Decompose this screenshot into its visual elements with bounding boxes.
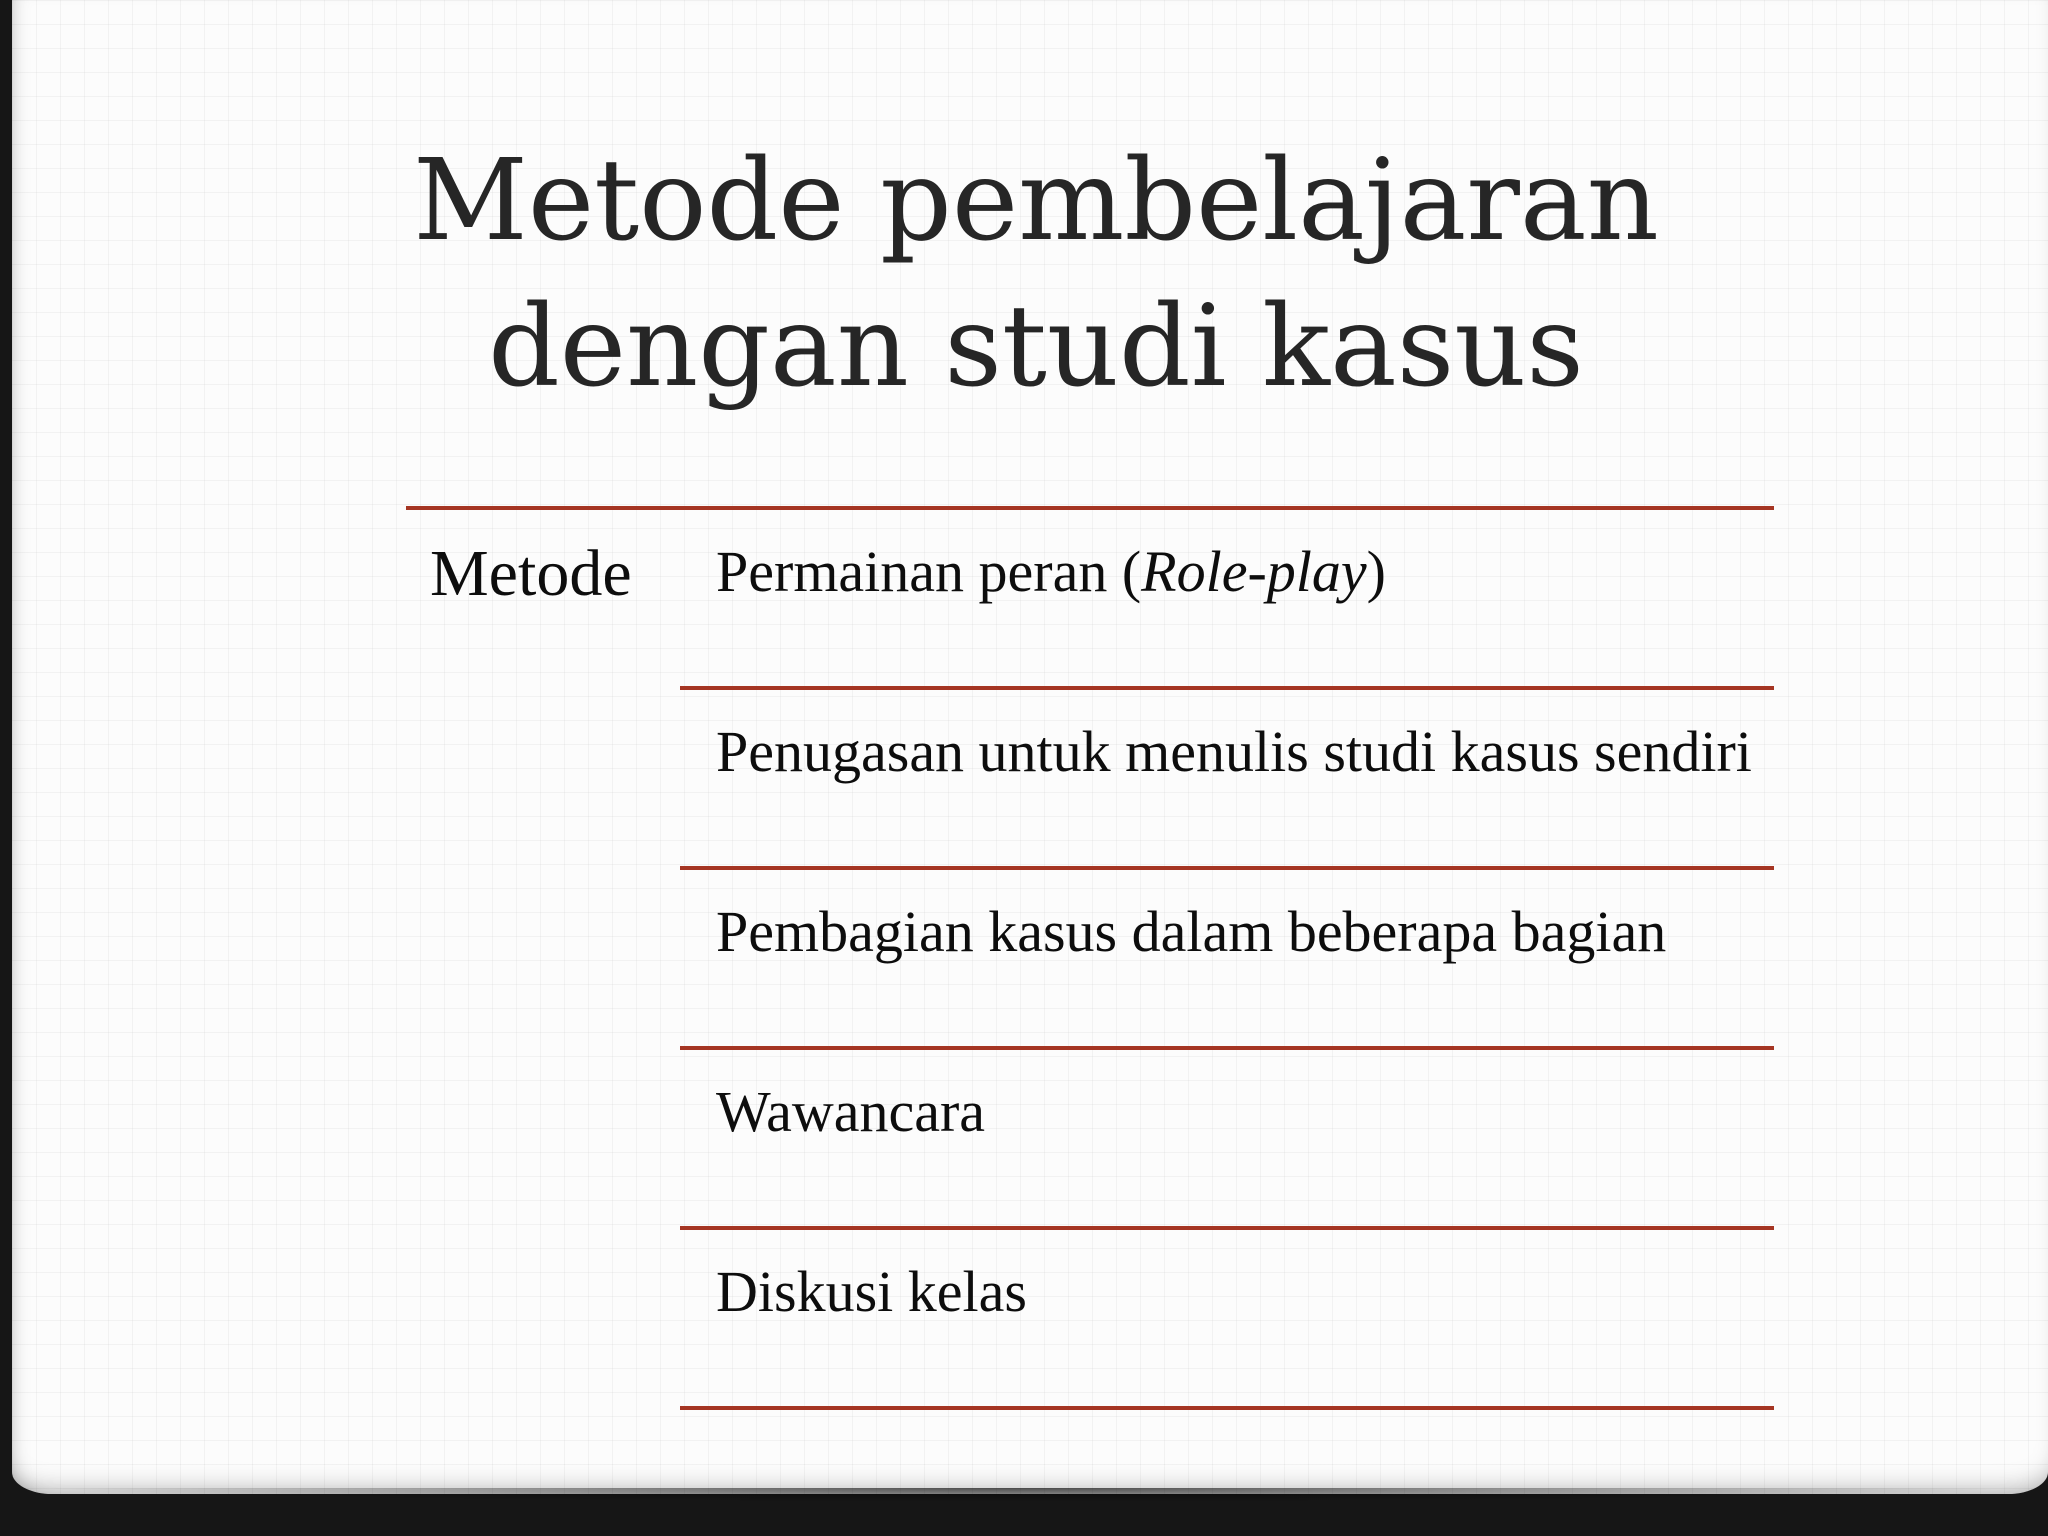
table-row (680, 870, 1774, 1050)
row-text-hyphen: - (1247, 539, 1267, 604)
row-text-role-play (716, 540, 1756, 604)
row-text-wawancara: Wawancara (716, 1079, 986, 1144)
row-text-part: Permainan peran ( (716, 539, 1142, 604)
page-curl-shadow (40, 1488, 2008, 1502)
slide-title: Metode pembelajaran dengan studi kasus (413, 136, 1659, 412)
row-text-italic-play: play (1266, 539, 1367, 604)
table-row (680, 1050, 1774, 1230)
slide-paper (12, 0, 2048, 1494)
row-text-part: ) (1366, 539, 1386, 604)
table-row (680, 1230, 1774, 1410)
row-text-diskusi: Diskusi kelas (716, 1259, 1027, 1324)
row-text-pembagian: Pembagian kasus dalam beberapa bagian (716, 899, 1667, 964)
table-row (680, 510, 1774, 690)
table-row (680, 690, 1774, 870)
table-label-metode: Metode (430, 537, 632, 610)
row-text-penugasan: Penugasan untuk menulis studi kasus sendiri (716, 719, 1752, 784)
row-text-italic-role: Role (1141, 539, 1248, 604)
methods-list (680, 510, 1774, 1410)
